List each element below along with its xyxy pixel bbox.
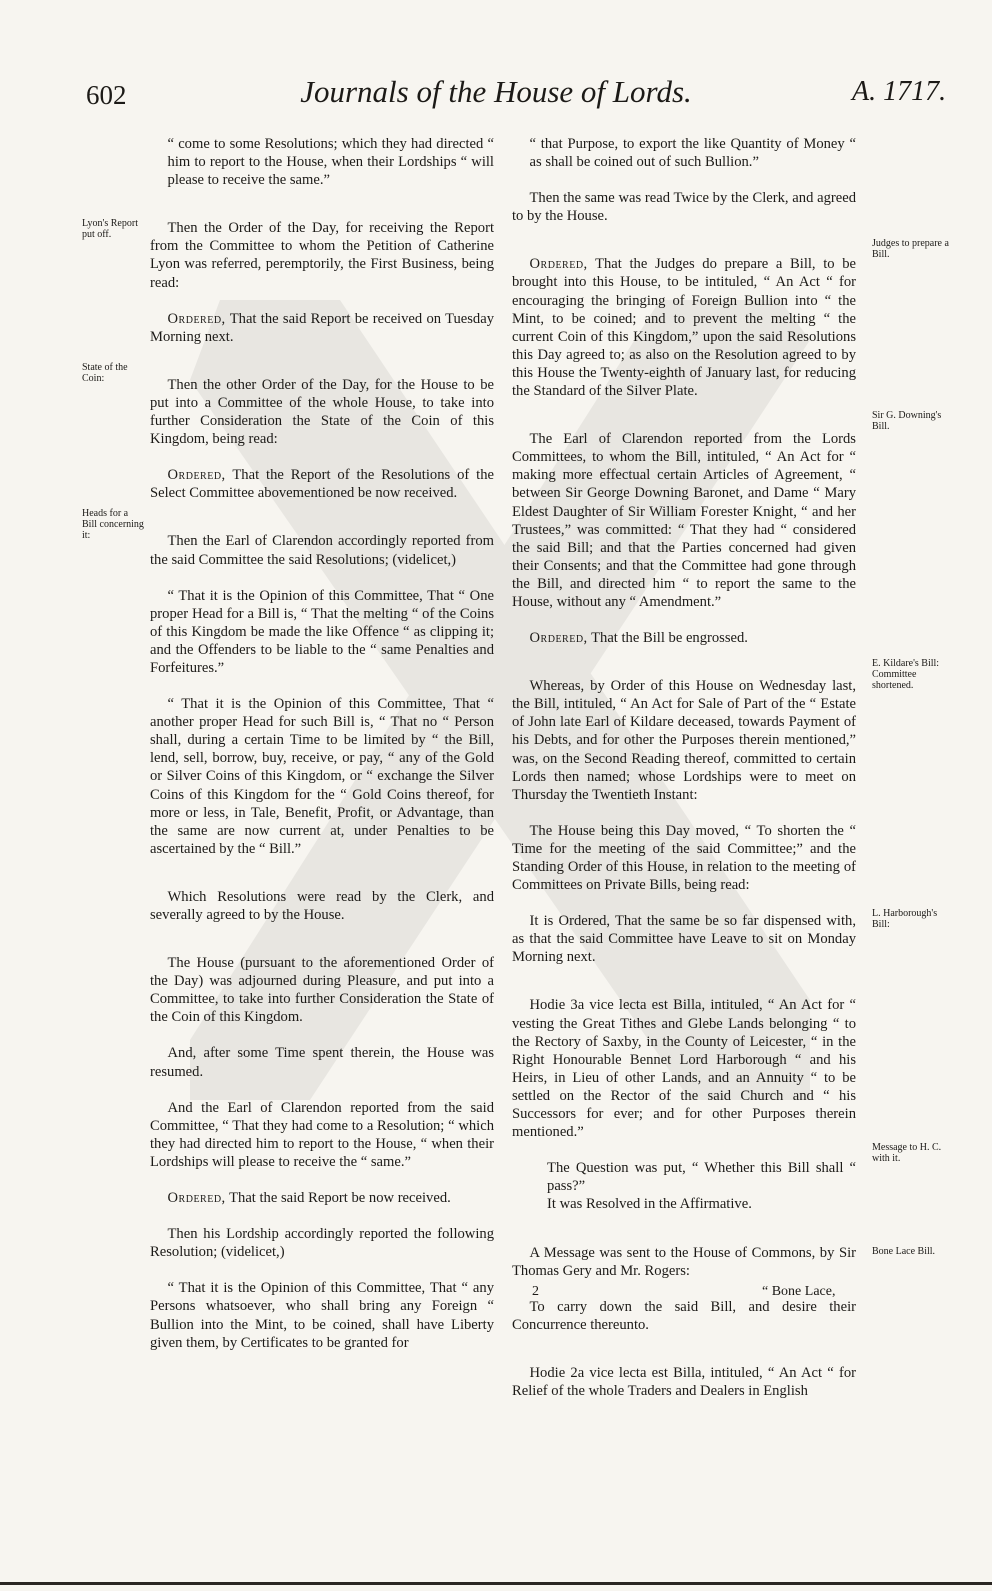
signature-mark: 2 <box>532 1284 539 1299</box>
margin-note-downing: Sir G. Downing's Bill. <box>872 410 942 432</box>
year: A. 1717. <box>852 76 947 107</box>
paragraph: And the Earl of Clarendon reported from the said Committee, “ That they had come to a Resolution; “ which they had directed him to report to the House, “ when their Lordships will please to receive the “ same.” <box>150 1099 494 1170</box>
resolution-quote: “ That it is the Opinion of this Committee, That “ another proper Head for such Bill is, “ That no “ Person shall, during a certain Time to be limited by “ the Bill, lend, sell, borrow, buy, receive, or pay, “ any of the Gold or Silver Coins of this Kingdom, or “ exchange the Silver Coins of this Kingdom for the “ Gold Coins thereof, for more or less, in Tale, Benefit, Profit, or Advantage, than the same are now current at, under Penalties to be ascertained by the “ Bill.” <box>150 696 494 857</box>
paragraph: Ordered, That the Judges do prepare a Bill, to be brought into this House, to be intituled, “ An Act “ for encouraging the bringing of Foreign Bullion into “ the Mint, to be coined; and to prevent the melting “ the current Coin of this Kingdom,” upon the said Resolutions this Day agreed to; as also on the Resolution agreed to by this House the Twenty-eighth of January last, for reducing the Standard of the Silver Plate. <box>512 256 856 400</box>
margin-note-state-of-coin: State of the Coin: <box>82 362 128 384</box>
paragraph: “ come to some Resolutions; which they had directed “ him to report to the House, when their Lordships “ will please to receive the same.” <box>167 136 494 189</box>
paragraph: Ordered, That the said Report be now received. <box>167 1190 451 1207</box>
ordered-lead: Ordered, <box>167 310 226 327</box>
margin-note-harborough: L. Harborough's Bill: <box>872 908 938 930</box>
paragraph: Hodie 2a vice lecta est Billa, intituled, “ An Act “ for Relief of the whole Traders and Dealers in English <box>512 1364 856 1399</box>
paragraph: The Earl of Clarendon reported from the Lords Committees, to whom the Bill, intituled, “ An Act for “ making more effectual certain Articles of Agreement, “ between Sir George Downing Baronet, and Dame “ Mary Eldest Daughter of Sir William Forester Knight, “ and her Trustees,” was committed: “ That they had “ considered the said Bill; and that the Parties concerned had given their Consents; and that the Committee had gone through the Bill, and directed him “ to report the same to the House, without any “ Amendment.” <box>512 431 856 610</box>
margin-note-message: Message to H. C. with it. <box>872 1142 942 1164</box>
margin-note-heads-bill: Heads for a Bill concerning it: <box>82 508 144 541</box>
right-column <box>512 135 856 1400</box>
page-number: 602 <box>86 80 127 110</box>
paragraph: Ordered, That the Bill be engrossed. <box>529 630 748 647</box>
paragraph: Whereas, by Order of this House on Wednesday last, the Bill, intituled, “ An Act for Sale of Part of the “ Estate of John late Earl of Kildare deceased, towards Payment of his Debts, and for other the Purposes therein mentioned,” was, on the Second Reading thereof, committed to certain Lords then named; whose Lordships were to meet on Thursday the Twentieth Instant: <box>512 678 856 803</box>
paragraph: The House (pursuant to the aforementioned Order of the Day) was adjourned during Pleasure, and put into a Committee, to take into further Consideration the State of the Coin of this Kingdom. <box>150 955 494 1026</box>
margin-note-bonelace: Bone Lace Bill. <box>872 1246 936 1257</box>
margin-note-kildare: E. Kildare's Bill: Committee shortened. <box>872 658 940 691</box>
paragraph: And, after some Time spent therein, the House was resumed. <box>150 1045 494 1080</box>
ordered-lead: Ordered, <box>167 467 226 484</box>
paragraph: A Message was sent to the House of Commons, by Sir Thomas Gery and Mr. Rogers: <box>512 1244 856 1279</box>
paragraph: Then the same was read Twice by the Clerk, and agreed to by the House. <box>512 190 856 225</box>
ordered-lead: Ordered, <box>167 1190 226 1207</box>
resolution-quote: “ That it is the Opinion of this Committee, That “ any Persons whatsoever, who shall bring any Foreign “ Bullion into the Mint, to be coined, shall have Liberty given them, by Certificates to be granted for <box>150 1280 494 1351</box>
paragraph: Then the Order of the Day, for receiving the Report from the Committee to whom the Petition of Catherine Lyon was referred, peremptorily, the First Business, being read: <box>150 220 494 291</box>
catchword: “ Bone Lace, <box>762 1284 836 1299</box>
paragraph: Hodie 3a vice lecta est Billa, intituled, “ An Act for “ vesting the Great Tithes and Glebe Lands belonging “ to the Rectory of Saxby, in the County of Leicester, “ in the Right Honourable Bennet Lord Harborough “ and his Heirs, in Lieu of other Lands, and an Annuity “ to be settled on the Rector of the said Church and “ his Successors for ever; and for other Purposes therein mentioned.” <box>512 997 856 1141</box>
paragraph: To carry down the said Bill, and desire their Concurrence thereunto. <box>512 1298 856 1333</box>
left-column <box>150 135 494 1352</box>
running-title: Journals of the House of Lords. <box>300 74 692 109</box>
paragraph: Ordered, That the Report of the Resolutions of the Select Committee abovementioned be now received. <box>150 467 494 502</box>
bottom-rule <box>0 1582 992 1585</box>
paragraph: Then the other Order of the Day, for the House to be put into a Committee of the whole House, to take into further Consideration the State of the Coin of this Kingdom, being read: <box>150 376 494 448</box>
resolution-result: It was Resolved in the Affirmative. <box>547 1196 752 1213</box>
ordered-lead: Ordered, <box>529 256 588 273</box>
ordered-lead: Ordered, <box>529 630 588 647</box>
margin-note-judges: Judges to prepare a Bill. <box>872 238 949 260</box>
margin-note-lyon: Lyon's Report put off. <box>82 218 138 240</box>
paragraph: “ that Purpose, to export the like Quantity of Money “ as shall be coined out of such Bullion.” <box>529 136 856 171</box>
paragraph: Ordered, That the said Report be received on Tuesday Morning next. <box>150 310 494 345</box>
paragraph: The House being this Day moved, “ To shorten the “ Time for the meeting of the said Committee;” and the Standing Order of this House, in relation to the meeting of Committees on Private Bills, being read: <box>512 822 856 894</box>
resolution-quote: “ That it is the Opinion of this Committee, That “ One proper Head for a Bill is, “ That the melting “ of the Coins of this Kingdom be made the like Offence “ as clipping it; and the Offenders to be liable to the “ same Penalties and Forfeitures.” <box>150 587 494 676</box>
paragraph: Which Resolutions were read by the Clerk, and severally agreed to by the House. <box>150 888 494 923</box>
question: The Question was put, “ Whether this Bill shall “ pass?” <box>547 1160 856 1195</box>
ordered-lead: It is Ordered, <box>529 913 611 930</box>
paragraph: Then the Earl of Clarendon accordingly reported from the said Committee the said Resolutions; (videlicet,) <box>150 533 494 568</box>
running-header <box>0 72 992 116</box>
paragraph: It is Ordered, That the same be so far dispensed with, as that the said Committee have Leave to sit on Monday Morning next. <box>512 913 856 966</box>
paragraph: Then his Lordship accordingly reported the following Resolution; (videlicet,) <box>150 1226 494 1261</box>
